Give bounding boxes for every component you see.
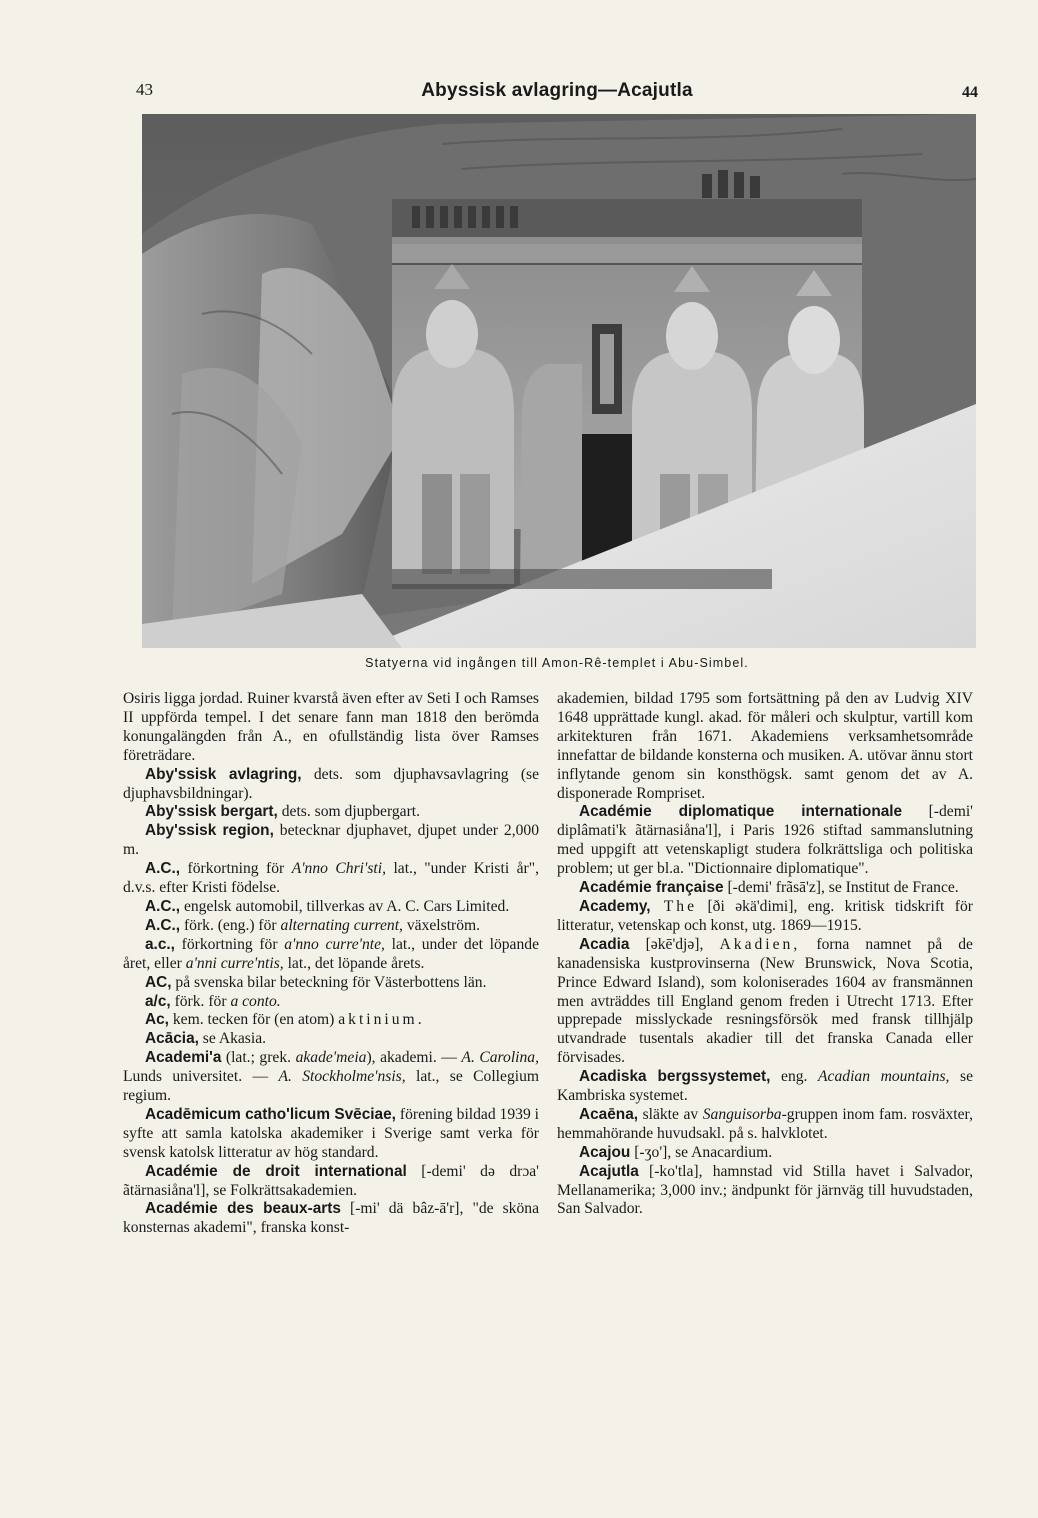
headword: a.c., — [145, 935, 175, 953]
entry-acadiska-bergssystemet — [557, 1068, 973, 1106]
headword: Aby'ssisk avlagring, — [145, 765, 302, 783]
entry-text: (lat.; grek. — [221, 1049, 296, 1067]
entry-text: [ði əkä'dimi], eng. kritisk tidskrift för litteratur, vetenskap och konst, utg. 1869—1915. — [557, 897, 973, 934]
headword: Aby'ssisk bergart, — [145, 803, 278, 821]
continued-paragraph: Osiris ligga jordad. Ruiner kvarstå även efter av Seti I och Ramses II uppförda tempel. I det senare fann man 1818 den berömda konungalängden från A., en ofullständig lista över Ramses företrädare. — [123, 690, 539, 764]
entry-academie-de-droit — [123, 1163, 539, 1201]
entry-italic: alternating current, — [280, 916, 403, 934]
entry-acajutla — [557, 1163, 973, 1220]
headword: Academy, — [579, 897, 651, 915]
entry-academie-des-beaux-arts — [123, 1200, 539, 1238]
entry-ac-anno-currente — [123, 936, 539, 974]
entry-text: förkortning för — [174, 935, 285, 953]
entry-spaced: The — [650, 897, 697, 915]
entry-italic: a conto. — [230, 992, 281, 1010]
headword: Acācia, — [145, 1030, 199, 1048]
entry-text: forna namnet på de kanadensiska kustprovinserna (New Brunswick, Nova Scotia, Prince Edward Island), som koloniserades 1604 av fransmännen men avträddes till England genom freden i Utrecht 1713. Efter upprepade misslyckade resningsförsök med fransk tillhjälp utvandrade tusentals akadier till det franska Canada eller förvisades. — [557, 935, 973, 1067]
entry-text: släkte av — [638, 1105, 703, 1123]
entry-acaena — [557, 1106, 973, 1144]
entry-text: [-demi' də drɔa' ãtärnasiåna'l], se Folkrättsakademien. — [123, 1162, 539, 1199]
headword: Acadēmicum catho'licum Svēciae, — [145, 1105, 396, 1123]
entry-text: lat., "under Kristi år", d.v.s. efter Kristi födelse. — [123, 860, 540, 897]
headword: AC, — [145, 973, 172, 991]
entry-academia — [123, 1049, 539, 1106]
entry-academicum-catholicum — [123, 1106, 539, 1163]
entry-italic: akade'meia — [295, 1049, 367, 1067]
entry-text: Lunds universitet. — — [123, 1068, 279, 1086]
entry-text: lat., det löpande årets. — [283, 954, 425, 972]
entry-text: lat., se Collegium regium. — [123, 1068, 539, 1105]
entry-spaced: aktinium. — [338, 1011, 425, 1029]
entry-text: förk. (eng.) för — [180, 916, 281, 934]
entry-text: [-ko'tla], hamnstad vid Stilla havet i Salvador, Mellanamerika; 3,000 inv.; ändpunkt för järnväg till huvudstaden, San Salvador. — [557, 1162, 973, 1218]
headword: Academi'a — [145, 1049, 222, 1067]
headword: A.C., — [145, 897, 181, 915]
entry-text: [əkē'djə], — [629, 935, 720, 953]
entry-text: förk. för — [170, 992, 231, 1010]
entry-acadia — [557, 936, 973, 1068]
entry-ac-bilar — [123, 974, 539, 993]
entry-italic: A. Carolina, — [461, 1049, 540, 1067]
entry-text: ), akademi. — — [366, 1049, 462, 1067]
entry-abyssisk-region — [123, 822, 539, 860]
entry-text: förening bildad 1939 i syfte att samla katolska akademiker i Sverige samt verka för svensk katolsk litteratur av hög standard. — [123, 1105, 540, 1161]
running-title: Abyssisk avlagring—Acajutla — [421, 80, 693, 101]
continued-paragraph: akademien, bildad 1795 som fortsättning på den av Ludvig XIV 1648 upprättade kungl. akad. för måleri och skulptur, vartill kom arkitekturen från 1671. Akademiens verksamhetsområde innefattar de bildande konsterna och musiken. A. utövar ännu stort inflytande genom sin konsthögsk. samt genom det av A. disponerade Rompriset. — [557, 690, 973, 802]
entry-text: [-mi' dä bâz-ā'r], "de sköna konsternas akademi", franska konst- — [123, 1200, 539, 1237]
entry-ac-anno-christi — [123, 860, 539, 898]
entry-academie-francaise — [557, 879, 973, 898]
right-column — [557, 690, 973, 1219]
page-number-left: 43 — [136, 80, 153, 99]
entry-text: [-ʒo'], se Anacardium. — [630, 1143, 773, 1161]
headword: A.C., — [145, 916, 181, 934]
entry-a-c-conto — [123, 993, 539, 1012]
headword: Acadiska bergssystemet, — [579, 1068, 771, 1086]
entry-text: eng. — [770, 1068, 819, 1086]
entry-text: lat., under det löpande året, eller — [123, 935, 539, 972]
headword: Acajutla — [579, 1162, 639, 1180]
headword: Acadia — [579, 935, 630, 953]
entry-abyssisk-avlagring — [123, 766, 539, 804]
entry-academie-diplomatique — [557, 803, 973, 879]
entry-text: dets. som djupbergart. — [277, 803, 421, 821]
left-column — [123, 690, 539, 1238]
entry-text: förkortning för — [180, 860, 292, 878]
entry-text: se Akasia. — [198, 1030, 267, 1048]
abu-simbel-photo — [142, 114, 976, 648]
headword: Acajou — [579, 1143, 631, 1161]
entry-ac-alternating-current — [123, 917, 539, 936]
entry-ac-automobil — [123, 898, 539, 917]
entry-italic: Sanguisorba — [702, 1105, 782, 1123]
entry-ac-aktinium — [123, 1011, 539, 1030]
entry-spaced: Akadien, — [719, 935, 801, 953]
entry-text: -gruppen inom fam. rosväxter, hemmahörande huvudsakl. på s. halvklotet. — [557, 1105, 973, 1142]
entry-text: betecknar djuphavet, djupet under 2,000 m. — [123, 822, 539, 859]
entry-abyssisk-bergart — [123, 803, 539, 822]
entry-italic: a'nni curre'ntis, — [185, 954, 284, 972]
entry-acajou — [557, 1144, 973, 1163]
entry-text: se Kambriska systemet. — [557, 1068, 974, 1105]
entry-text: dets. som djuphavsavlagring (se djuphavsbildningar). — [123, 765, 540, 802]
entry-acacia — [123, 1030, 539, 1049]
entry-text: [-demi' diplâmati'k ãtärnasiåna'l], i Paris 1926 stiftad sammanslutning med uppgift att vetenskapligt studera folkrättsliga och politiska problem; ut ger bl.a. "Dictionnaire diplomatique". — [557, 803, 973, 878]
entry-italic: a'nno curre'nte, — [284, 935, 385, 953]
headword: Aby'ssisk region, — [145, 822, 274, 840]
entry-italic: A. Stockholme'nsis, — [278, 1068, 406, 1086]
entry-text: på svenska bilar beteckning för Västerbottens län. — [171, 973, 487, 991]
page-number-right: 44 — [962, 84, 978, 101]
page-header — [136, 80, 978, 110]
figure-caption: Statyerna vid ingången till Amon-Rê-templet i Abu-Simbel. — [365, 656, 749, 670]
headword: A.C., — [145, 860, 181, 878]
headword: Acaēna, — [579, 1105, 639, 1123]
entry-text: [-demi' frãsā'z], se Institut de France. — [723, 879, 959, 897]
entry-text: kem. tecken för (en atom) — [168, 1011, 339, 1029]
headword: Académie des beaux-arts — [145, 1200, 341, 1218]
headword: Académie diplomatique internationale — [579, 803, 903, 821]
entry-italic: Acadian mountains, — [818, 1068, 950, 1086]
entry-text: engelsk automobil, tillverkas av A. C. Cars Limited. — [180, 897, 510, 915]
headword: Ac, — [145, 1011, 169, 1029]
entry-text: växelström. — [402, 916, 481, 934]
headword: Académie française — [579, 879, 724, 897]
entry-academy — [557, 898, 973, 936]
entry-italic: A'nno Chri'sti, — [291, 860, 386, 878]
headword: a/c, — [145, 992, 171, 1010]
headword: Académie de droit international — [145, 1162, 407, 1180]
